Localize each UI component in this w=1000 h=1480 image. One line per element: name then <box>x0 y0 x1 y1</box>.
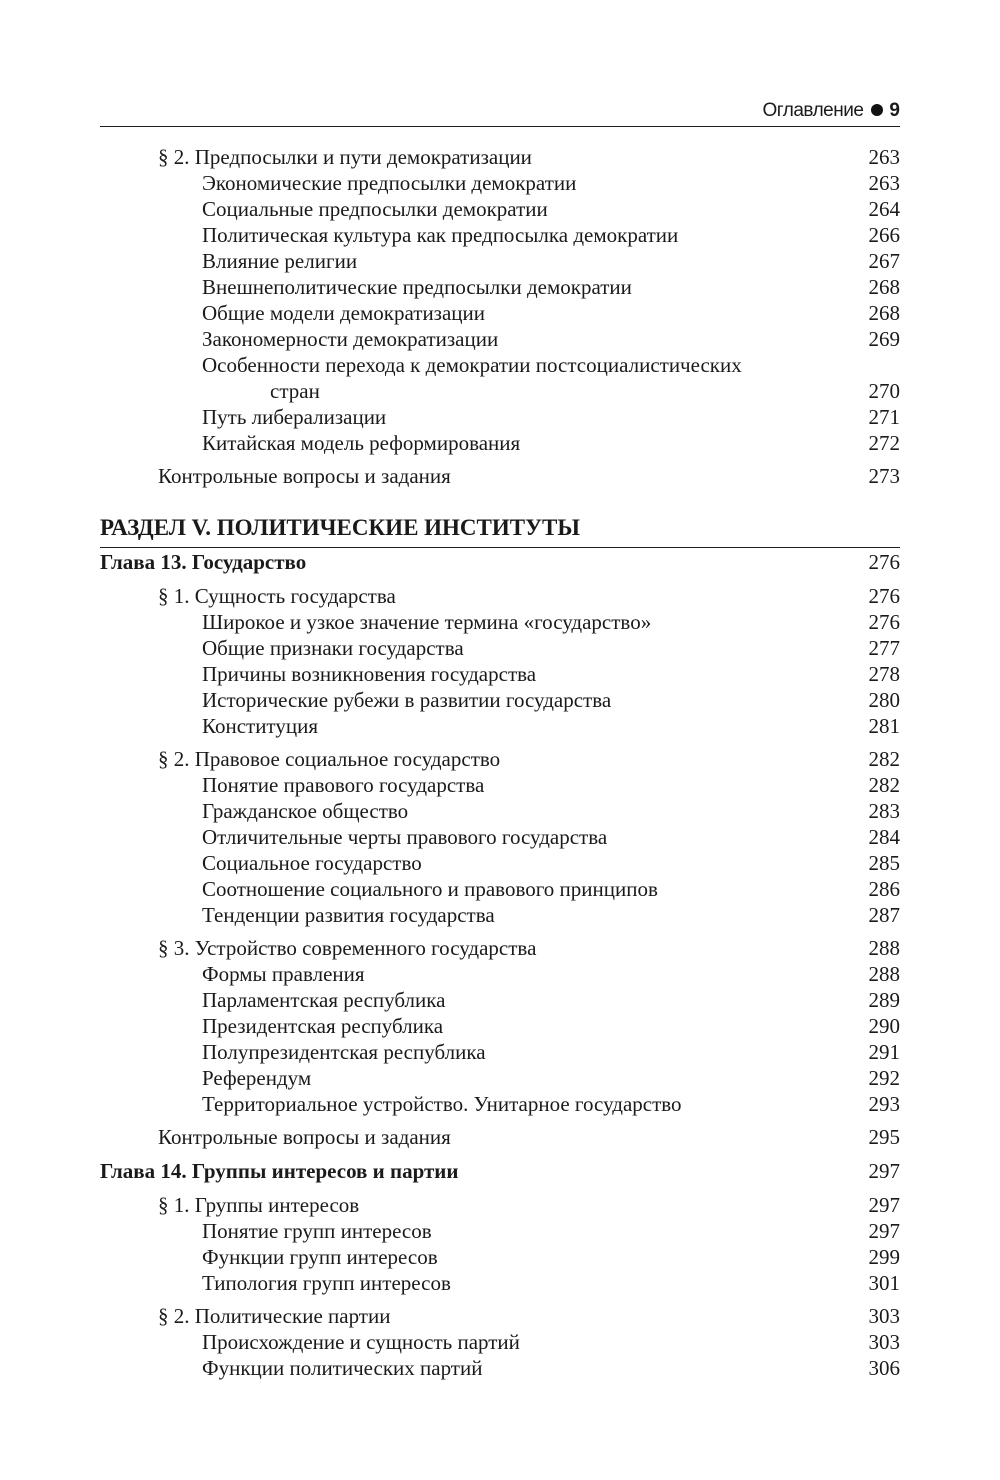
toc-entry-label: Политическая культура как предпосылка демократии <box>202 223 679 247</box>
toc-entry-label: Общие признаки государства <box>202 636 464 660</box>
toc-item[interactable] <box>100 248 900 274</box>
toc-entry-page: 276 <box>868 610 900 634</box>
toc-item[interactable] <box>100 824 900 850</box>
section-heading: РАЗДЕЛ V. ПОЛИТИЧЕСКИЕ ИНСТИТУТЫ <box>100 511 900 548</box>
toc-item[interactable] <box>100 196 900 222</box>
toc-entry-label: Китайская модель реформирования <box>202 431 521 455</box>
toc-entry-label: Причины возникновения государства <box>202 662 537 686</box>
toc-entry-label: Общие модели демократизации <box>202 301 486 325</box>
toc-entry-page: 276 <box>868 584 900 608</box>
toc-entry-label: Соотношение социального и правового принципов <box>202 877 658 901</box>
toc-entry-page: 276 <box>868 550 900 574</box>
toc-entry-page: 285 <box>868 851 900 875</box>
toc-entry-label: Президентская республика <box>202 1014 444 1038</box>
toc-entry-page: 288 <box>868 962 900 986</box>
toc-item-wrapped-line1[interactable]: Особенности перехода к демократии постсоциалистических <box>202 353 742 377</box>
toc-paragraph[interactable] <box>100 1192 900 1218</box>
toc-entry-page: 306 <box>868 1356 900 1380</box>
toc-entry-label: Тенденции развития государства <box>202 903 495 927</box>
toc-entry-page: 299 <box>868 1245 900 1269</box>
toc-entry-label: Парламентская республика <box>202 988 446 1012</box>
toc-entry-label: Влияние религии <box>202 249 358 273</box>
toc-item[interactable] <box>100 850 900 876</box>
toc-item[interactable] <box>100 1355 900 1381</box>
toc-entry-label: Контрольные вопросы и задания <box>158 464 451 488</box>
toc-item[interactable] <box>100 274 900 300</box>
toc-entry-page: 270 <box>868 379 900 403</box>
toc-entry-label: § 1. Сущность государства <box>158 584 396 608</box>
toc-entry-label: Полупрезидентская республика <box>202 1040 486 1064</box>
toc-entry-page: 303 <box>868 1304 900 1328</box>
toc-entry-page: 280 <box>868 688 900 712</box>
toc-entry-page: 264 <box>868 197 900 221</box>
toc-entry-label: Социальное государство <box>202 851 422 875</box>
toc-paragraph[interactable] <box>100 144 900 170</box>
toc-entry-label: Отличительные черты правового государства <box>202 825 608 849</box>
toc-entry-page: 293 <box>868 1092 900 1116</box>
toc-item[interactable] <box>100 300 900 326</box>
toc-entry-label: § 2. Политические партии <box>158 1304 391 1328</box>
toc-entry-page: 301 <box>868 1271 900 1295</box>
toc-entry-page: 297 <box>868 1159 900 1183</box>
toc-entry-label: Происхождение и сущность партий <box>202 1330 520 1354</box>
toc-item[interactable] <box>100 798 900 824</box>
toc-entry-page: 297 <box>868 1219 900 1243</box>
toc-entry-label: Глава 13. Государство <box>100 550 307 574</box>
toc-entry-page: 287 <box>868 903 900 927</box>
toc-entry-label: Понятие групп интересов <box>202 1219 432 1243</box>
toc-entry-page: 290 <box>868 1014 900 1038</box>
toc-item[interactable] <box>100 1270 900 1296</box>
toc-entry-label: Территориальное устройство. Унитарное государство <box>202 1092 682 1116</box>
toc-item[interactable] <box>100 222 900 248</box>
toc-entry-label: Глава 14. Группы интересов и партии <box>100 1159 459 1183</box>
toc-item[interactable] <box>100 713 900 739</box>
toc-entry-page: 283 <box>868 799 900 823</box>
toc-item[interactable] <box>100 687 900 713</box>
toc-entry-label: Гражданское общество <box>202 799 409 823</box>
toc-item[interactable] <box>100 609 900 635</box>
toc-entry-label: Референдум <box>202 1066 312 1090</box>
toc-entry-page: 284 <box>868 825 900 849</box>
toc-entry-page: 282 <box>868 773 900 797</box>
toc-entry-label: Путь либерализации <box>202 405 387 429</box>
toc-item[interactable] <box>100 404 900 430</box>
toc-entry-label: Формы правления <box>202 962 365 986</box>
toc-entry-page: 263 <box>868 171 900 195</box>
toc-item[interactable] <box>100 1039 900 1065</box>
toc-questions[interactable] <box>100 463 900 489</box>
toc-entry-label: Экономические предпосылки демократии <box>202 171 577 195</box>
toc-paragraph[interactable] <box>100 583 900 609</box>
toc-entry-page: 303 <box>868 1330 900 1354</box>
toc-item[interactable] <box>100 1329 900 1355</box>
toc-entry-label: Функции политических партий <box>202 1356 483 1380</box>
toc-entry-label: Функции групп интересов <box>202 1245 438 1269</box>
toc-entry-page: 272 <box>868 431 900 455</box>
toc-entry-label: Типология групп интересов <box>202 1271 451 1295</box>
toc-entry-page: 291 <box>868 1040 900 1064</box>
toc-entry-label: § 2. Предпосылки и пути демократизации <box>158 145 532 169</box>
toc-entry-page: 278 <box>868 662 900 686</box>
toc-item[interactable] <box>100 876 900 902</box>
toc-entry-page: 297 <box>868 1193 900 1217</box>
toc-item[interactable] <box>100 635 900 661</box>
toc-questions[interactable] <box>100 1124 900 1150</box>
toc-entry-label: Закономерности демократизации <box>202 327 499 351</box>
toc-entry-label: Широкое и узкое значение термина «государство» <box>202 610 652 634</box>
toc-paragraph[interactable] <box>100 1303 900 1329</box>
toc-entry-page: 289 <box>868 988 900 1012</box>
toc-entry-page: 277 <box>868 636 900 660</box>
toc-item[interactable] <box>100 1244 900 1270</box>
toc-item[interactable] <box>100 430 900 456</box>
toc-item[interactable] <box>100 1013 900 1039</box>
toc-item[interactable] <box>100 961 900 987</box>
toc-entry-page: 292 <box>868 1066 900 1090</box>
toc-entry-page: 271 <box>868 405 900 429</box>
toc-item[interactable] <box>100 661 900 687</box>
toc-entry-page: 268 <box>868 301 900 325</box>
toc-item[interactable] <box>100 1091 900 1117</box>
toc-item[interactable] <box>100 326 900 352</box>
page-number: 9 <box>889 100 900 121</box>
toc-entry-page: 266 <box>868 223 900 247</box>
toc-entry-label: § 3. Устройство современного государства <box>158 936 537 960</box>
toc-entry-label: § 2. Правовое социальное государство <box>158 747 501 771</box>
toc-entry-label: стран <box>270 379 320 403</box>
toc-entry-page: 295 <box>868 1125 900 1149</box>
toc-paragraph[interactable] <box>100 746 900 772</box>
toc-item[interactable] <box>100 1218 900 1244</box>
toc-item[interactable] <box>100 1065 900 1091</box>
toc-entry-label: Исторические рубежи в развитии государства <box>202 688 612 712</box>
bullet-icon <box>871 104 883 116</box>
toc-item[interactable] <box>100 902 900 928</box>
running-head <box>100 96 900 127</box>
toc-entry-page: 282 <box>868 747 900 771</box>
toc-entry-page: 273 <box>868 464 900 488</box>
toc-chapter-14[interactable] <box>100 1157 900 1185</box>
toc-chapter-13[interactable] <box>100 548 900 576</box>
toc-entry-page: 268 <box>868 275 900 299</box>
toc-item[interactable] <box>100 772 900 798</box>
toc-entry-page: 269 <box>868 327 900 351</box>
toc-entry-label: Контрольные вопросы и задания <box>158 1125 451 1149</box>
toc-item[interactable] <box>100 170 900 196</box>
toc-entry-label: Социальные предпосылки демократии <box>202 197 548 221</box>
toc-entry-label: Понятие правового государства <box>202 773 485 797</box>
toc-entry-page: 288 <box>868 936 900 960</box>
toc-entry-page: 263 <box>868 145 900 169</box>
toc-entry-page: 267 <box>868 249 900 273</box>
toc-entry-label: Конституция <box>202 714 318 738</box>
toc-item-wrapped-line2[interactable] <box>100 378 900 404</box>
toc-entry-page: 286 <box>868 877 900 901</box>
toc-entry-label: Внешнеполитические предпосылки демократии <box>202 275 632 299</box>
running-head-title: Оглавление <box>762 100 864 121</box>
toc-paragraph[interactable] <box>100 935 900 961</box>
table-of-contents <box>100 144 900 1381</box>
toc-item[interactable] <box>100 987 900 1013</box>
toc-entry-page: 281 <box>868 714 900 738</box>
toc-entry-label: § 1. Группы интересов <box>158 1193 360 1217</box>
